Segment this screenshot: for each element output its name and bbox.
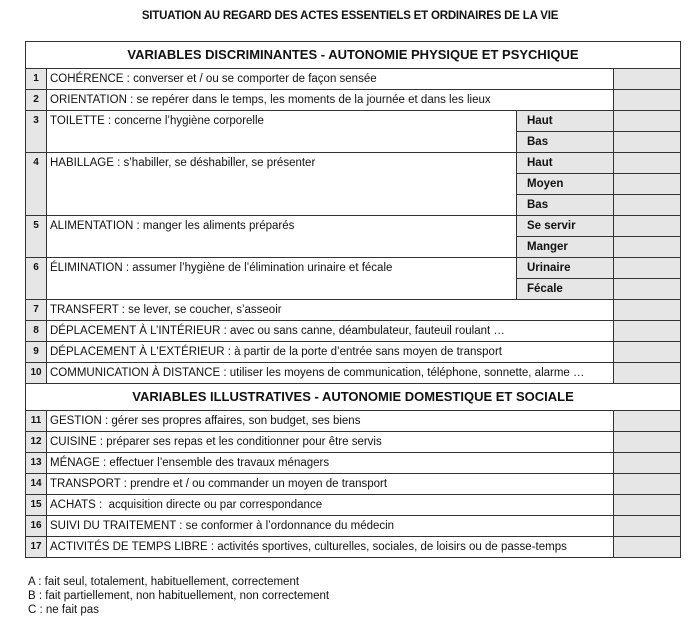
sub-variable-label: Urinaire xyxy=(517,258,614,279)
score-cell[interactable] xyxy=(614,321,681,342)
variable-name: SUIVI DU TRAITEMENT xyxy=(50,520,177,532)
row-number: 17 xyxy=(26,537,47,558)
row-description xyxy=(47,300,614,321)
score-cell[interactable] xyxy=(614,258,681,279)
row-number: 13 xyxy=(26,453,47,474)
variable-definition: : prendre et / ou commander un moyen de transport xyxy=(120,478,388,490)
score-cell[interactable] xyxy=(614,153,681,174)
variable-definition: : effectuer l’ensemble des travaux ménagers xyxy=(99,457,330,469)
row-description xyxy=(47,69,614,90)
row-number: 10 xyxy=(26,363,47,384)
document-title: SITUATION AU REGARD DES ACTES ESSENTIELS ET ORDINAIRES DE LA VIE xyxy=(141,10,559,22)
row-description xyxy=(47,342,614,363)
score-cell[interactable] xyxy=(614,300,681,321)
score-cell[interactable] xyxy=(614,69,681,90)
score-cell[interactable] xyxy=(614,342,681,363)
variable-name: ALIMENTATION xyxy=(50,220,134,232)
score-cell[interactable] xyxy=(614,111,681,132)
row-number: 2 xyxy=(26,90,47,111)
sub-variable-label: Fécale xyxy=(517,279,614,300)
table-row xyxy=(26,537,681,558)
variable-definition: : préparer ses repas et les conditionner pour être servis xyxy=(96,436,382,448)
score-cell[interactable] xyxy=(614,474,681,495)
variable-name: ACHATS xyxy=(50,499,96,511)
score-cell[interactable] xyxy=(614,453,681,474)
table-row xyxy=(26,495,681,516)
row-number: 15 xyxy=(26,495,47,516)
variable-name: ÉLIMINATION xyxy=(50,262,123,274)
variable-definition: : avec ou sans canne, déambulateur, fauteuil roulant … xyxy=(220,325,505,337)
table-row xyxy=(26,516,681,537)
score-cell[interactable] xyxy=(614,432,681,453)
variable-definition: : se lever, se coucher, s’asseoir xyxy=(118,304,282,316)
variable-definition: : gérer ses propres affaires, son budget, ses biens xyxy=(101,415,361,427)
sub-variable-label: Haut xyxy=(517,153,614,174)
row-number: 3 xyxy=(26,111,47,153)
row-description xyxy=(47,216,517,258)
legend-item-b: B : fait partiellement, non habituellement, non correctement xyxy=(28,590,330,602)
score-cell[interactable] xyxy=(614,132,681,153)
variable-name: ACTIVITÉS DE TEMPS LIBRE xyxy=(50,541,208,553)
table-row xyxy=(26,153,681,174)
variable-definition: : se repérer dans le temps, les moments de la journée et dans les lieux xyxy=(126,94,491,106)
table-row xyxy=(26,258,681,279)
row-number: 8 xyxy=(26,321,47,342)
row-number: 16 xyxy=(26,516,47,537)
row-description xyxy=(47,363,614,384)
row-number: 12 xyxy=(26,432,47,453)
row-description xyxy=(47,474,614,495)
variable-definition: : converser et / ou se comporter de façon sensée xyxy=(123,73,377,85)
row-number: 4 xyxy=(26,153,47,216)
table-row xyxy=(26,111,681,132)
sub-variable-label: Bas xyxy=(517,195,614,216)
score-cell[interactable] xyxy=(614,195,681,216)
score-cell[interactable] xyxy=(614,537,681,558)
row-number: 9 xyxy=(26,342,47,363)
row-description xyxy=(47,411,614,432)
row-description xyxy=(47,90,614,111)
variable-definition: : manger les aliments préparés xyxy=(133,220,295,232)
score-cell[interactable] xyxy=(614,174,681,195)
table-row xyxy=(26,90,681,111)
table-row xyxy=(26,432,681,453)
score-cell[interactable] xyxy=(614,216,681,237)
autonomy-grid xyxy=(25,41,681,558)
section-header xyxy=(26,384,681,411)
sub-variable-label: Bas xyxy=(517,132,614,153)
variable-name: COMMUNICATION À DISTANCE xyxy=(50,367,221,379)
section-header xyxy=(26,42,681,69)
score-cell[interactable] xyxy=(614,495,681,516)
table-row xyxy=(26,321,681,342)
variable-name: MÉNAGE xyxy=(50,457,100,469)
row-description xyxy=(47,321,614,342)
row-description xyxy=(47,258,517,300)
variable-name: CUISINE xyxy=(50,436,97,448)
variable-name: TRANSPORT xyxy=(50,478,121,490)
row-number: 7 xyxy=(26,300,47,321)
row-number: 1 xyxy=(26,69,47,90)
variable-name: DÉPLACEMENT À L'EXTÉRIEUR xyxy=(50,346,225,358)
variable-definition: : acquisition directe ou par correspondance xyxy=(95,499,323,511)
table-row xyxy=(26,300,681,321)
score-cell[interactable] xyxy=(614,90,681,111)
table-row xyxy=(26,216,681,237)
score-cell[interactable] xyxy=(614,363,681,384)
sub-variable-label: Manger xyxy=(517,237,614,258)
row-description xyxy=(47,153,517,216)
table-row xyxy=(26,342,681,363)
score-cell[interactable] xyxy=(614,279,681,300)
variable-definition: : assumer l’hygiène de l’élimination urinaire et fécale xyxy=(122,262,393,274)
sub-variable-label: Se servir xyxy=(517,216,614,237)
row-description xyxy=(47,111,517,153)
row-description xyxy=(47,537,614,558)
score-cell[interactable] xyxy=(614,411,681,432)
variable-definition: : à partir de la porte d’entrée sans moyen de transport xyxy=(224,346,502,358)
table-row xyxy=(26,363,681,384)
table-row xyxy=(26,69,681,90)
table-row xyxy=(26,474,681,495)
table-row xyxy=(26,411,681,432)
row-number: 5 xyxy=(26,216,47,258)
variable-definition: : utiliser les moyens de communication, téléphone, sonnette, alarme … xyxy=(220,367,585,379)
variable-name: GESTION xyxy=(50,415,102,427)
row-number: 11 xyxy=(26,411,47,432)
variable-name: DÉPLACEMENT À L’INTÉRIEUR xyxy=(50,325,221,337)
variable-definition: : se conformer à l’ordonnance du médecin xyxy=(176,520,395,532)
section-title: VARIABLES DISCRIMINANTES - AUTONOMIE PHYSIQUE ET PSYCHIQUE xyxy=(26,42,681,69)
score-cell[interactable] xyxy=(614,516,681,537)
score-cell[interactable] xyxy=(614,237,681,258)
row-description xyxy=(47,495,614,516)
variable-name: COHÉRENCE xyxy=(50,73,124,85)
row-number: 6 xyxy=(26,258,47,300)
legend xyxy=(28,575,329,617)
table-row xyxy=(26,453,681,474)
row-description xyxy=(47,516,614,537)
row-number: 14 xyxy=(26,474,47,495)
variable-definition: : s’habiller, se déshabiller, se présenter xyxy=(113,157,316,169)
row-description xyxy=(47,432,614,453)
section-title: VARIABLES ILLUSTRATIVES - AUTONOMIE DOMESTIQUE ET SOCIALE xyxy=(26,384,681,411)
sub-variable-label: Haut xyxy=(517,111,614,132)
variable-definition: : concerne l’hygiène corporelle xyxy=(104,115,264,127)
variable-name: TRANSFERT xyxy=(50,304,119,316)
row-description xyxy=(47,453,614,474)
legend-item-c: C : ne fait pas xyxy=(28,604,99,616)
variable-name: TOILETTE xyxy=(50,115,105,127)
variable-name: HABILLAGE xyxy=(50,157,114,169)
variable-definition: : activités sportives, culturelles, sociales, de loisirs ou de passe-temps xyxy=(207,541,567,553)
sub-variable-label: Moyen xyxy=(517,174,614,195)
variable-name: ORIENTATION xyxy=(50,94,127,106)
legend-item-a: A : fait seul, totalement, habituellement, correctement xyxy=(28,576,300,588)
